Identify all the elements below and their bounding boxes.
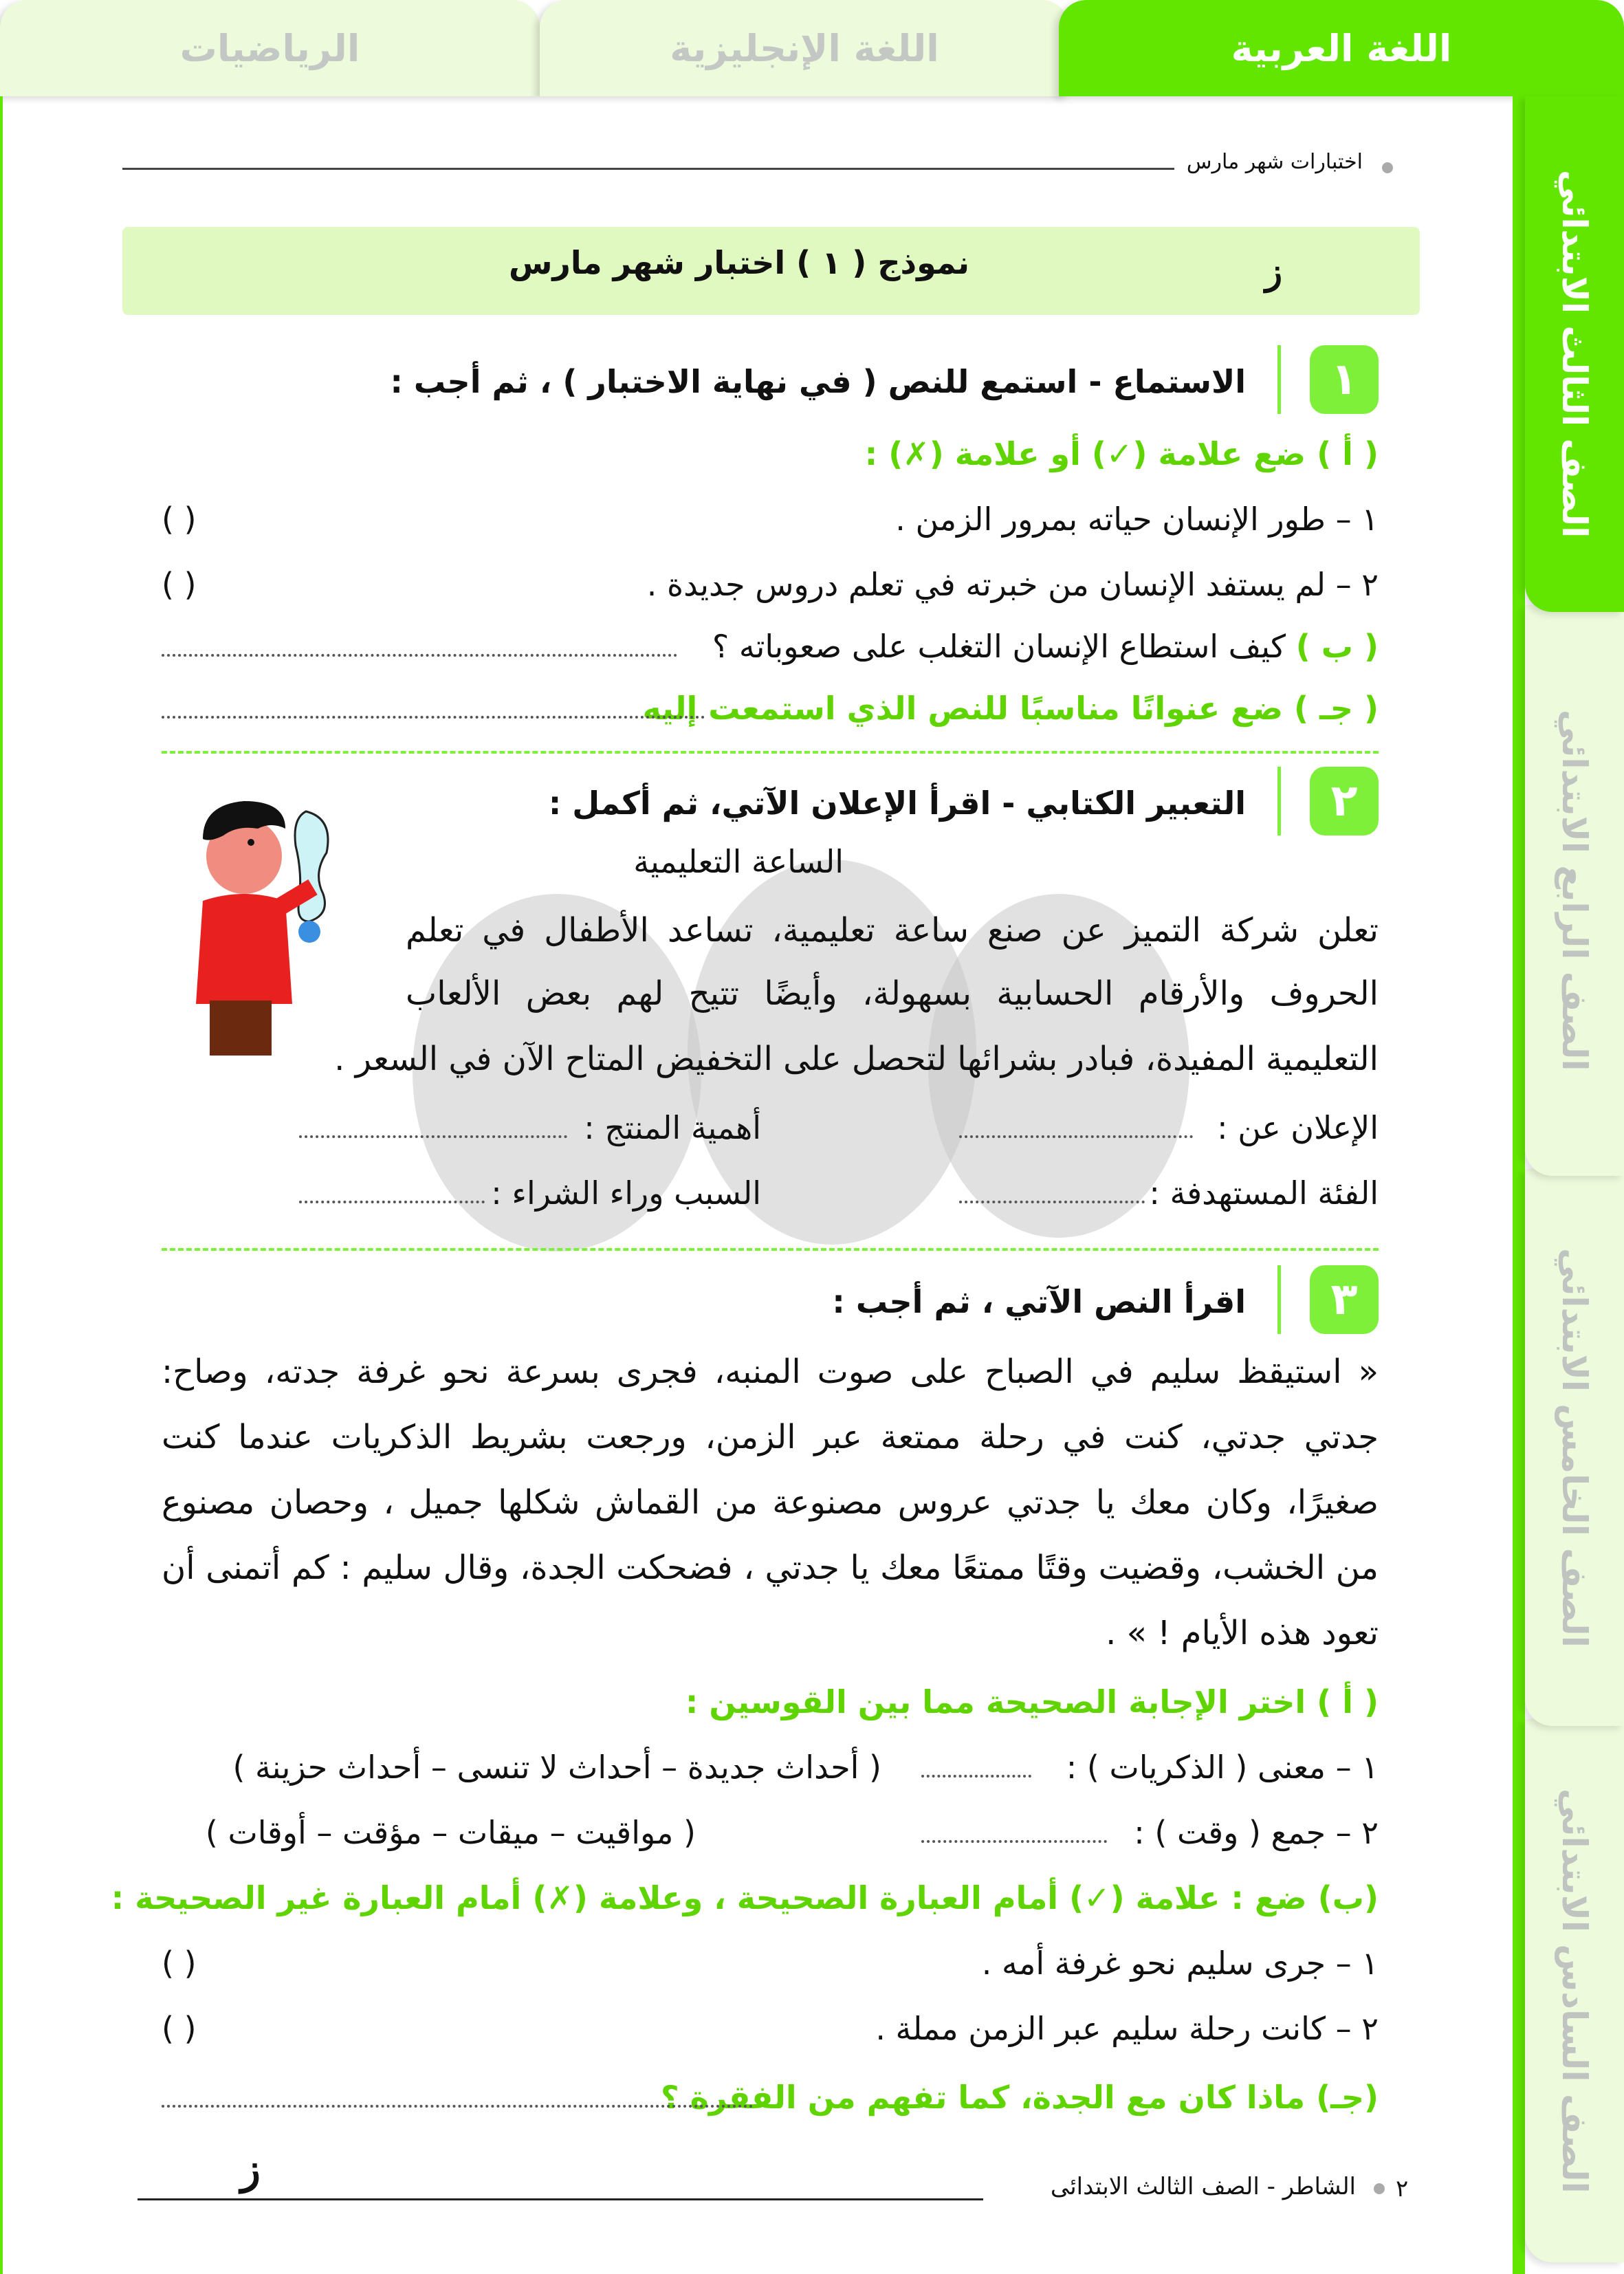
passage-line: تعود هذه الأيام ! » . (1106, 1614, 1379, 1652)
question-c: ( جـ ) ضع عنوانًا مناسبًا للنص الذي استمعت إليه (642, 690, 1379, 727)
side-tab-label: الصف الثالث الابتدائي (1555, 170, 1594, 538)
answer-line[interactable] (299, 1124, 567, 1138)
divider (122, 168, 1174, 170)
boy-illustration (175, 791, 361, 1066)
section-heading: التعبير الكتابي - اقرأ الإعلان الآتي، ثم أكمل : (548, 785, 1246, 822)
section-heading: الاستماع - استمع للنص ( في نهاية الاختبار ) ، ثم أجب : (390, 363, 1246, 400)
side-tab-label: الصف السادس الابتدائي (1555, 1788, 1594, 2194)
passage-line: من الخشب، وقضيت وقتًا ممتعًا معك يا جدتي ، فضحكت الجدة، وقال سليم : كم أتمنى أن (162, 1549, 1379, 1587)
answer-box[interactable]: ( ) (162, 501, 197, 538)
section-divider (162, 1248, 1379, 1251)
tab-math[interactable]: الرياضيات (0, 0, 540, 96)
frame-border (1513, 96, 1525, 2274)
answer-box[interactable]: ( ) (162, 566, 197, 603)
tab-english[interactable]: اللغة الإنجليزية (540, 0, 1069, 96)
passage-line: صغيرًا، وكان معك يا جدتي عروس مصنوعة من القماش شكلها جميل ، وحصان مصنوع (162, 1483, 1379, 1522)
breadcrumb: اختبارات شهر مارس (1186, 150, 1363, 174)
answer-line[interactable] (959, 1190, 1145, 1203)
options: ( مواقيت – ميقات – مؤقت – أوقات ) (205, 1814, 696, 1851)
ad-text: الحروف والأرقام الحسابية بسهولة، وأيضًا تتيح لهم بعض الألعاب (406, 974, 1379, 1013)
question-b: كيف استطاع الإنسان التغلب على صعوباته ؟ (712, 628, 1286, 665)
section-number: ٢ (1310, 767, 1379, 835)
divider (1277, 767, 1281, 835)
section-heading: اقرأ النص الآتي ، ثم أجب : (832, 1283, 1246, 1320)
field-label: الإعلان عن : (1217, 1109, 1379, 1146)
ad-title: الساعة التعليمية (633, 843, 844, 880)
side-tab-label: الصف الرابع الابتدائي (1555, 710, 1594, 1071)
side-tab-grade4[interactable] (1525, 605, 1624, 1176)
statement: ٢ – لم يستفد الإنسان من خبرته في تعلم دروس جديدة . (646, 566, 1379, 603)
field-label: السبب وراء الشراء : (491, 1174, 761, 1212)
question-a: ( أ ) اختر الإجابة الصحيحة مما بين القوسين : (685, 1683, 1379, 1720)
divider (138, 2198, 983, 2200)
ad-text: التعليمية المفيدة، فبادر بشرائها لتحصل على التخفيض المتاح الآن في السعر . (334, 1040, 1379, 1078)
logo: ز (241, 2145, 261, 2194)
question-c: (جـ) ماذا كان مع الجدة، كما تفهم من الفقرة ؟ (660, 2079, 1379, 2116)
question-item: ٢ – جمع ( وقت ) : (1134, 1814, 1379, 1851)
side-tab-grade6[interactable] (1525, 1719, 1624, 2262)
statement: ١ – طور الإنسان حياته بمرور الزمن . (895, 501, 1379, 538)
question-b: (ب) ضع : علامة (✓) أمام العبارة الصحيحة ، وعلامة (✗) أمام العبارة غير الصحيحة : (111, 1879, 1379, 1916)
options: ( أحداث جديدة – أحداث لا تنسى – أحداث حزينة ) (232, 1749, 881, 1786)
answer-line[interactable] (162, 705, 705, 719)
side-tab-grade5[interactable] (1525, 1169, 1624, 1726)
section-number: ١ (1310, 345, 1379, 414)
answer-box[interactable]: ( ) (162, 1945, 197, 1982)
divider (1277, 1265, 1281, 1334)
side-tab-label: الصف الخامس الابتدائي (1555, 1247, 1594, 1648)
answer-line[interactable] (921, 1764, 1031, 1778)
answer-line[interactable] (299, 1190, 485, 1203)
answer-line[interactable] (959, 1124, 1193, 1138)
footer-text: الشاطر - الصف الثالث الابتدائى (1050, 2173, 1356, 2200)
answer-box[interactable]: ( ) (162, 2010, 197, 2047)
logo: ز (1265, 251, 1283, 293)
answer-line[interactable] (162, 643, 677, 657)
question-a: ( أ ) ضع علامة (✓) أو علامة (✗) : (864, 435, 1379, 472)
answer-line[interactable] (162, 2094, 753, 2108)
field-label: أهمية المنتج : (584, 1109, 761, 1146)
answer-line[interactable] (921, 1829, 1107, 1843)
bullet-icon (1374, 2183, 1385, 2194)
label-b: ( ب ) (1295, 628, 1379, 665)
frame-border (0, 96, 3, 2274)
passage-line: جدتي جدتي، كنت في رحلة ممتعة عبر الزمن، ورجعت بشريط الذكريات عندما كنت (162, 1418, 1379, 1456)
bullet-icon (1382, 162, 1393, 173)
ad-text: تعلن شركة التميز عن صنع ساعة تعليمية، تساعد الأطفال في تعلم (406, 911, 1379, 950)
section-divider (162, 751, 1379, 754)
question-item: ١ – معنى ( الذكريات ) : (1066, 1749, 1379, 1786)
section-number: ٣ (1310, 1265, 1379, 1334)
tab-arabic[interactable]: اللغة العربية (1059, 0, 1624, 96)
page-title: نموذج ( ١ ) اختبار شهر مارس (508, 244, 970, 281)
page-number: ٢ (1396, 2175, 1409, 2202)
side-tab-grade3[interactable] (1525, 96, 1624, 612)
statement: ٢ – كانت رحلة سليم عبر الزمن مملة . (875, 2010, 1379, 2047)
passage-line: « استيقظ سليم في الصباح على صوت المنبه، فجرى بسرعة نحو غرفة جدته، وصاح: (162, 1353, 1379, 1391)
statement: ١ – جرى سليم نحو غرفة أمه . (981, 1945, 1379, 1982)
field-label: الفئة المستهدفة : (1149, 1174, 1379, 1212)
divider (1277, 345, 1281, 414)
